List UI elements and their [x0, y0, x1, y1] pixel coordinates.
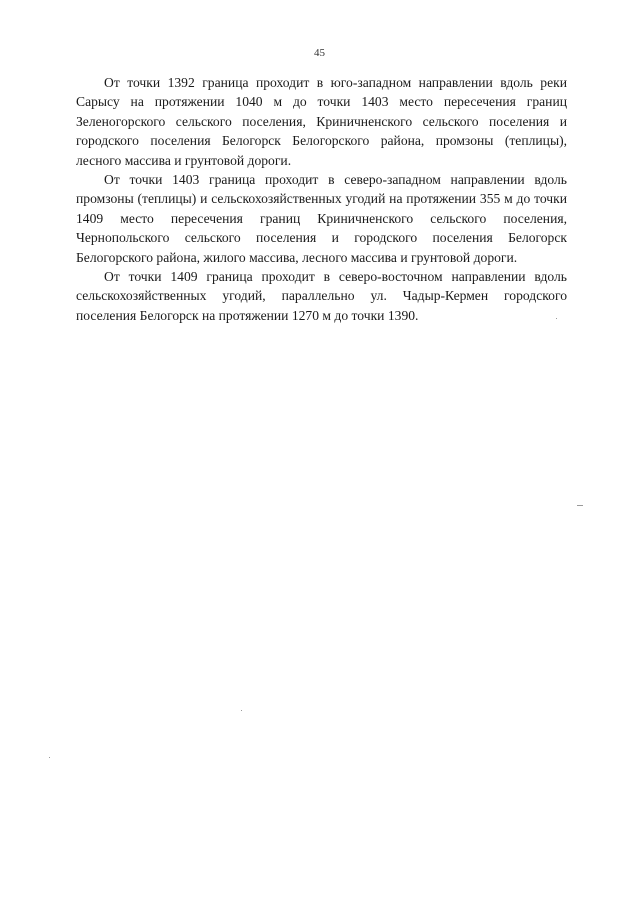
scan-speck: [577, 505, 583, 506]
page-number: 45: [314, 47, 325, 59]
document-body: [76, 73, 567, 325]
scan-speck: [49, 757, 50, 758]
paragraph-2: От точки 1403 граница проходит в северо-западном направлении вдоль промзоны (теплицы) и сельскохозяйственных угодий на протяжении 355 м до точки 1409 место пересечения границ Криничненского сельского поселения, Чернопольского сельского поселения и городского поселения Белогорск Белогорского района, жилого массива, лесного массива и грунтовой дороги.: [76, 172, 567, 265]
scan-speck: [556, 318, 557, 319]
paragraph-3: От точки 1409 граница проходит в северо-восточном направлении вдоль сельскохозяйственных угодий, параллельно ул. Чадыр-Кермен городского поселения Белогорск на протяжении 1270 м до точки 1390.: [76, 269, 567, 323]
scan-speck: [241, 710, 242, 711]
paragraph-1: От точки 1392 граница проходит в юго-западном направлении вдоль реки Сарысу на протяжении 1040 м до точки 1403 место пересечения границ Зеленогорского сельского поселения, Криничненского сельского поселения и городского поселения Белогорск Белогорского района, промзоны (теплицы), лесного массива и грунтовой дороги.: [76, 75, 567, 168]
